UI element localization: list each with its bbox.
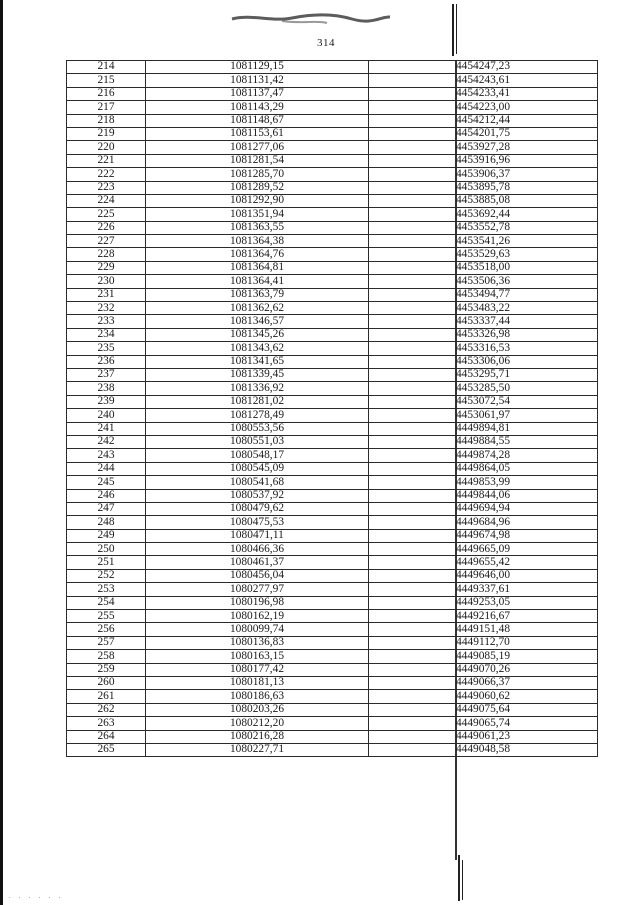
y-coordinate-cell: 4449253,05	[369, 596, 598, 609]
x-coordinate-cell: 1081281,54	[146, 154, 369, 167]
table-row	[67, 489, 598, 502]
y-coordinate-cell: 4449884,55	[369, 435, 598, 448]
x-coordinate-cell: 1080163,15	[146, 650, 369, 663]
point-number-cell: 226	[67, 221, 146, 234]
table-row	[67, 730, 598, 743]
y-coordinate-cell: 4449674,98	[369, 529, 598, 542]
table-row	[67, 261, 598, 274]
point-number-cell: 224	[67, 194, 146, 207]
point-number-cell: 245	[67, 476, 146, 489]
point-number-cell: 260	[67, 676, 146, 689]
table-row	[67, 516, 598, 529]
point-number-cell: 261	[67, 690, 146, 703]
x-coordinate-cell: 1081341,65	[146, 355, 369, 368]
x-coordinate-cell: 1080551,03	[146, 435, 369, 448]
y-coordinate-cell: 4449151,48	[369, 623, 598, 636]
point-number-cell: 217	[67, 101, 146, 114]
y-coordinate-cell: 4449646,00	[369, 569, 598, 582]
table-row	[67, 302, 598, 315]
table-row	[67, 141, 598, 154]
x-coordinate-cell: 1081281,02	[146, 395, 369, 408]
y-coordinate-cell: 4453885,08	[369, 194, 598, 207]
table-row	[67, 502, 598, 515]
point-number-cell: 247	[67, 502, 146, 515]
y-coordinate-cell: 4449070,26	[369, 663, 598, 676]
table-row	[67, 127, 598, 140]
y-coordinate-cell: 4449853,99	[369, 476, 598, 489]
table-row	[67, 422, 598, 435]
coordinates-table	[66, 60, 598, 757]
y-coordinate-cell: 4453316,53	[369, 342, 598, 355]
table-row	[67, 328, 598, 341]
y-coordinate-cell: 4453295,71	[369, 368, 598, 381]
y-coordinate-cell: 4449337,61	[369, 583, 598, 596]
binder-line	[452, 4, 454, 56]
x-coordinate-cell: 1080196,98	[146, 596, 369, 609]
table-row	[67, 703, 598, 716]
table-row	[67, 395, 598, 408]
x-coordinate-cell: 1080136,83	[146, 636, 369, 649]
table-row	[67, 529, 598, 542]
table-row	[67, 288, 598, 301]
point-number-cell: 233	[67, 315, 146, 328]
table-row	[67, 435, 598, 448]
y-coordinate-cell: 4449066,37	[369, 676, 598, 689]
point-number-cell: 257	[67, 636, 146, 649]
table-row	[67, 221, 598, 234]
point-number-cell: 254	[67, 596, 146, 609]
table-row	[67, 449, 598, 462]
x-coordinate-cell: 1081363,79	[146, 288, 369, 301]
table-row	[67, 556, 598, 569]
point-number-cell: 223	[67, 181, 146, 194]
point-number-cell: 238	[67, 382, 146, 395]
x-coordinate-cell: 1081364,76	[146, 248, 369, 261]
table-row	[67, 476, 598, 489]
y-coordinate-cell: 4453552,78	[369, 221, 598, 234]
point-number-cell: 232	[67, 302, 146, 315]
binder-line	[456, 4, 457, 54]
x-coordinate-cell: 1080466,36	[146, 543, 369, 556]
x-coordinate-cell: 1081339,45	[146, 368, 369, 381]
table-row	[67, 315, 598, 328]
y-coordinate-cell: 4454243,61	[369, 74, 598, 87]
table-row	[67, 248, 598, 261]
table-row	[67, 181, 598, 194]
point-number-cell: 240	[67, 409, 146, 422]
point-number-cell: 264	[67, 730, 146, 743]
x-coordinate-cell: 1081363,55	[146, 221, 369, 234]
point-number-cell: 262	[67, 703, 146, 716]
table-row	[67, 114, 598, 127]
table-row	[67, 623, 598, 636]
point-number-cell: 253	[67, 583, 146, 596]
point-number-cell: 237	[67, 368, 146, 381]
point-number-cell: 214	[67, 61, 146, 74]
table-row	[67, 275, 598, 288]
y-coordinate-cell: 4449655,42	[369, 556, 598, 569]
x-coordinate-cell: 1080227,71	[146, 743, 369, 756]
x-coordinate-cell: 1080548,17	[146, 449, 369, 462]
binder-line	[458, 855, 460, 901]
y-coordinate-cell: 4453506,36	[369, 275, 598, 288]
y-coordinate-cell: 4449085,19	[369, 650, 598, 663]
scan-left-edge	[0, 0, 3, 905]
x-coordinate-cell: 1080475,53	[146, 516, 369, 529]
table-row	[67, 636, 598, 649]
point-number-cell: 220	[67, 141, 146, 154]
y-coordinate-cell: 4453285,50	[369, 382, 598, 395]
y-coordinate-cell: 4449216,67	[369, 610, 598, 623]
table-row	[67, 74, 598, 87]
y-coordinate-cell: 4449048,58	[369, 743, 598, 756]
table-row	[67, 596, 598, 609]
x-coordinate-cell: 1080537,92	[146, 489, 369, 502]
point-number-cell: 242	[67, 435, 146, 448]
point-number-cell: 231	[67, 288, 146, 301]
point-number-cell: 235	[67, 342, 146, 355]
x-coordinate-cell: 1080553,56	[146, 422, 369, 435]
y-coordinate-cell: 4449844,06	[369, 489, 598, 502]
point-number-cell: 215	[67, 74, 146, 87]
x-coordinate-cell: 1080203,26	[146, 703, 369, 716]
x-coordinate-cell: 1080545,09	[146, 462, 369, 475]
table-row	[67, 717, 598, 730]
table-row	[67, 87, 598, 100]
point-number-cell: 244	[67, 462, 146, 475]
footer-scan-noise: · · · · · ·	[8, 894, 64, 902]
table-row	[67, 208, 598, 221]
x-coordinate-cell: 1081364,41	[146, 275, 369, 288]
point-number-cell: 228	[67, 248, 146, 261]
x-coordinate-cell: 1080277,97	[146, 583, 369, 596]
x-coordinate-cell: 1081351,94	[146, 208, 369, 221]
x-coordinate-cell: 1081148,67	[146, 114, 369, 127]
y-coordinate-cell: 4449061,23	[369, 730, 598, 743]
point-number-cell: 216	[67, 87, 146, 100]
table-row	[67, 409, 598, 422]
x-coordinate-cell: 1081364,81	[146, 261, 369, 274]
y-coordinate-cell: 4453927,28	[369, 141, 598, 154]
table-row	[67, 569, 598, 582]
x-coordinate-cell: 1080456,04	[146, 569, 369, 582]
scan-smudge-mark	[222, 10, 392, 26]
point-number-cell: 243	[67, 449, 146, 462]
y-coordinate-cell: 4453061,97	[369, 409, 598, 422]
point-number-cell: 222	[67, 168, 146, 181]
x-coordinate-cell: 1081278,49	[146, 409, 369, 422]
y-coordinate-cell: 4454233,41	[369, 87, 598, 100]
point-number-cell: 248	[67, 516, 146, 529]
table-row	[67, 368, 598, 381]
y-coordinate-cell: 4449864,05	[369, 462, 598, 475]
point-number-cell: 236	[67, 355, 146, 368]
y-coordinate-cell: 4449060,62	[369, 690, 598, 703]
x-coordinate-cell: 1080471,11	[146, 529, 369, 542]
y-coordinate-cell: 4453337,44	[369, 315, 598, 328]
x-coordinate-cell: 1080099,74	[146, 623, 369, 636]
x-coordinate-cell: 1081137,47	[146, 87, 369, 100]
page-number: 314	[317, 37, 335, 49]
table-row	[67, 355, 598, 368]
x-coordinate-cell: 1080216,28	[146, 730, 369, 743]
y-coordinate-cell: 4453494,77	[369, 288, 598, 301]
y-coordinate-cell: 4453072,54	[369, 395, 598, 408]
point-number-cell: 256	[67, 623, 146, 636]
point-number-cell: 227	[67, 235, 146, 248]
table-row	[67, 676, 598, 689]
x-coordinate-cell: 1080186,63	[146, 690, 369, 703]
point-number-cell: 230	[67, 275, 146, 288]
y-coordinate-cell: 4449694,94	[369, 502, 598, 515]
point-number-cell: 251	[67, 556, 146, 569]
point-number-cell: 252	[67, 569, 146, 582]
x-coordinate-cell: 1081289,52	[146, 181, 369, 194]
x-coordinate-cell: 1081131,42	[146, 74, 369, 87]
table-row	[67, 168, 598, 181]
x-coordinate-cell: 1081336,92	[146, 382, 369, 395]
y-coordinate-cell: 4454201,75	[369, 127, 598, 140]
x-coordinate-cell: 1081285,70	[146, 168, 369, 181]
x-coordinate-cell: 1081362,62	[146, 302, 369, 315]
point-number-cell: 249	[67, 529, 146, 542]
point-number-cell: 241	[67, 422, 146, 435]
table-row	[67, 462, 598, 475]
x-coordinate-cell: 1081343,62	[146, 342, 369, 355]
y-coordinate-cell: 4449874,28	[369, 449, 598, 462]
y-coordinate-cell: 4454212,44	[369, 114, 598, 127]
x-coordinate-cell: 1080479,62	[146, 502, 369, 515]
point-number-cell: 225	[67, 208, 146, 221]
y-coordinate-cell: 4454247,23	[369, 61, 598, 74]
y-coordinate-cell: 4453916,96	[369, 154, 598, 167]
x-coordinate-cell: 1081143,29	[146, 101, 369, 114]
y-coordinate-cell: 4454223,00	[369, 101, 598, 114]
y-coordinate-cell: 4449665,09	[369, 543, 598, 556]
point-number-cell: 234	[67, 328, 146, 341]
point-number-cell: 229	[67, 261, 146, 274]
table-row	[67, 101, 598, 114]
x-coordinate-cell: 1080461,37	[146, 556, 369, 569]
table-row	[67, 235, 598, 248]
binder-line	[462, 860, 463, 900]
point-number-cell: 255	[67, 610, 146, 623]
table-row	[67, 650, 598, 663]
x-coordinate-cell: 1081346,57	[146, 315, 369, 328]
point-number-cell: 265	[67, 743, 146, 756]
x-coordinate-cell: 1081364,38	[146, 235, 369, 248]
table-row	[67, 382, 598, 395]
point-number-cell: 250	[67, 543, 146, 556]
y-coordinate-cell: 4449075,64	[369, 703, 598, 716]
x-coordinate-cell: 1080212,20	[146, 717, 369, 730]
point-number-cell: 221	[67, 154, 146, 167]
x-coordinate-cell: 1081345,26	[146, 328, 369, 341]
table-row	[67, 610, 598, 623]
table-row	[67, 342, 598, 355]
y-coordinate-cell: 4453692,44	[369, 208, 598, 221]
y-coordinate-cell: 4453306,06	[369, 355, 598, 368]
x-coordinate-cell: 1080541,68	[146, 476, 369, 489]
y-coordinate-cell: 4449894,81	[369, 422, 598, 435]
point-number-cell: 246	[67, 489, 146, 502]
y-coordinate-cell: 4453483,22	[369, 302, 598, 315]
x-coordinate-cell: 1081153,61	[146, 127, 369, 140]
y-coordinate-cell: 4453529,63	[369, 248, 598, 261]
y-coordinate-cell: 4453326,98	[369, 328, 598, 341]
y-coordinate-cell: 4453906,37	[369, 168, 598, 181]
table-row	[67, 583, 598, 596]
table-row	[67, 543, 598, 556]
table-row	[67, 154, 598, 167]
x-coordinate-cell: 1081129,15	[146, 61, 369, 74]
coordinates-table-body	[67, 61, 598, 757]
table-row	[67, 61, 598, 74]
y-coordinate-cell: 4449065,74	[369, 717, 598, 730]
y-coordinate-cell: 4453518,00	[369, 261, 598, 274]
point-number-cell: 263	[67, 717, 146, 730]
y-coordinate-cell: 4453895,78	[369, 181, 598, 194]
table-row	[67, 690, 598, 703]
x-coordinate-cell: 1081277,06	[146, 141, 369, 154]
x-coordinate-cell: 1080177,42	[146, 663, 369, 676]
y-coordinate-cell: 4449684,96	[369, 516, 598, 529]
point-number-cell: 239	[67, 395, 146, 408]
table-row	[67, 743, 598, 756]
table-row	[67, 663, 598, 676]
y-coordinate-cell: 4453541,26	[369, 235, 598, 248]
point-number-cell: 258	[67, 650, 146, 663]
x-coordinate-cell: 1080162,19	[146, 610, 369, 623]
point-number-cell: 259	[67, 663, 146, 676]
y-coordinate-cell: 4449112,70	[369, 636, 598, 649]
x-coordinate-cell: 1080181,13	[146, 676, 369, 689]
x-coordinate-cell: 1081292,90	[146, 194, 369, 207]
table-row	[67, 194, 598, 207]
point-number-cell: 219	[67, 127, 146, 140]
point-number-cell: 218	[67, 114, 146, 127]
